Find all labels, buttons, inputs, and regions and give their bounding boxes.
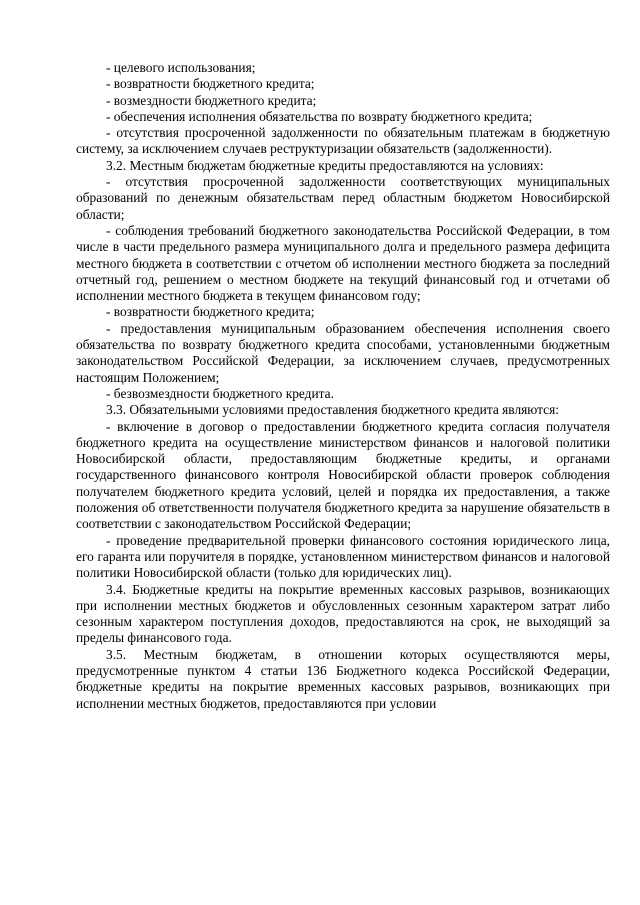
- paragraph-3-4: 3.4. Бюджетные кредиты на покрытие временных кассовых разрывов, возникающих при исполнении местных бюджетов и обусловленных сезонным характером затрат либо сезонным характером поступления доходов, предоставляются на срок, не выходящий за пределы финансового года.: [76, 581, 610, 646]
- document-page: [76, 60, 610, 712]
- paragraph-obligation-security: - предоставления муниципальным образованием обеспечения исполнения своего обязательства по возврату бюджетного кредита способами, установленными бюджетным законодательством Российской Федерации, за исключением случаев, предусмотренных настоящим Положением;: [76, 320, 610, 385]
- paragraph-no-arrears: - отсутствия просроченной задолженности по обязательным платежам в бюджетную систему, за исключением случаев реструктуризации обязательств (задолженности).: [76, 125, 610, 157]
- paragraph-budget-law: - соблюдения требований бюджетного законодательства Российской Федерации, в том числе в части предельного размера муниципального долга и предельного размера дефицита местного бюджета в соответствии с отчетом об исполнении местного бюджета за последний отчетный год, решением о местном бюджете на текущий финансовый год и отчетами об исполнении местного бюджета в текущем финансовом году;: [76, 222, 610, 304]
- paragraph-3-5: 3.5. Местным бюджетам, в отношении которых осуществляются меры, предусмотренные пунктом 4 статьи 136 Бюджетного кодекса Российской Федерации, бюджетные кредиты на покрытие временных кассовых разрывов, возникающих при исполнении местных бюджетов, предоставляются при условии: [76, 646, 610, 711]
- paragraph-3-3: 3.3. Обязательными условиями предоставления бюджетного кредита являются:: [106, 402, 559, 418]
- paragraph-repayment: - возвратности бюджетного кредита;: [106, 76, 315, 92]
- paragraph-municipal-arrears: - отсутствия просроченной задолженности соответствующих муниципальных образований по денежным обязательствам перед областным бюджетом Новосибирской области;: [76, 174, 610, 222]
- paragraph-financial-check: - проведение предварительной проверки финансового состояния юридического лица, его гаранта или поручителя в порядке, установленном министерством финансов и налоговой политики Новосибирской области (только для юридических лиц).: [76, 532, 610, 581]
- paragraph-repayment-2: - возвратности бюджетного кредита;: [106, 304, 315, 320]
- paragraph-consent-clause: - включение в договор о предоставлении бюджетного кредита согласия получателя бюджетного кредита на осуществление министерством финансов и налоговой политики Новосибирской области, предоставляющим бюджетные кредиты, и органами государственного финансового контроля Новосибирской области проверок соблюдения получателем бюджетного кредита условий, целей и порядка их предоставления, а также положения об ответственности получателя бюджетного кредита за нарушение обязательств в соответствии с законодательством Российской Федерации;: [76, 418, 610, 532]
- paragraph-security: - обеспечения исполнения обязательства по возврату бюджетного кредита;: [106, 108, 533, 124]
- paragraph-3-2: 3.2. Местным бюджетам бюджетные кредиты предоставляются на условиях:: [106, 157, 544, 173]
- paragraph-compensation: - возмездности бюджетного кредита;: [106, 92, 317, 108]
- paragraph-purpose-use: - целевого использования;: [106, 60, 256, 75]
- paragraph-free-of-charge: - безвозмездности бюджетного кредита.: [106, 385, 334, 401]
